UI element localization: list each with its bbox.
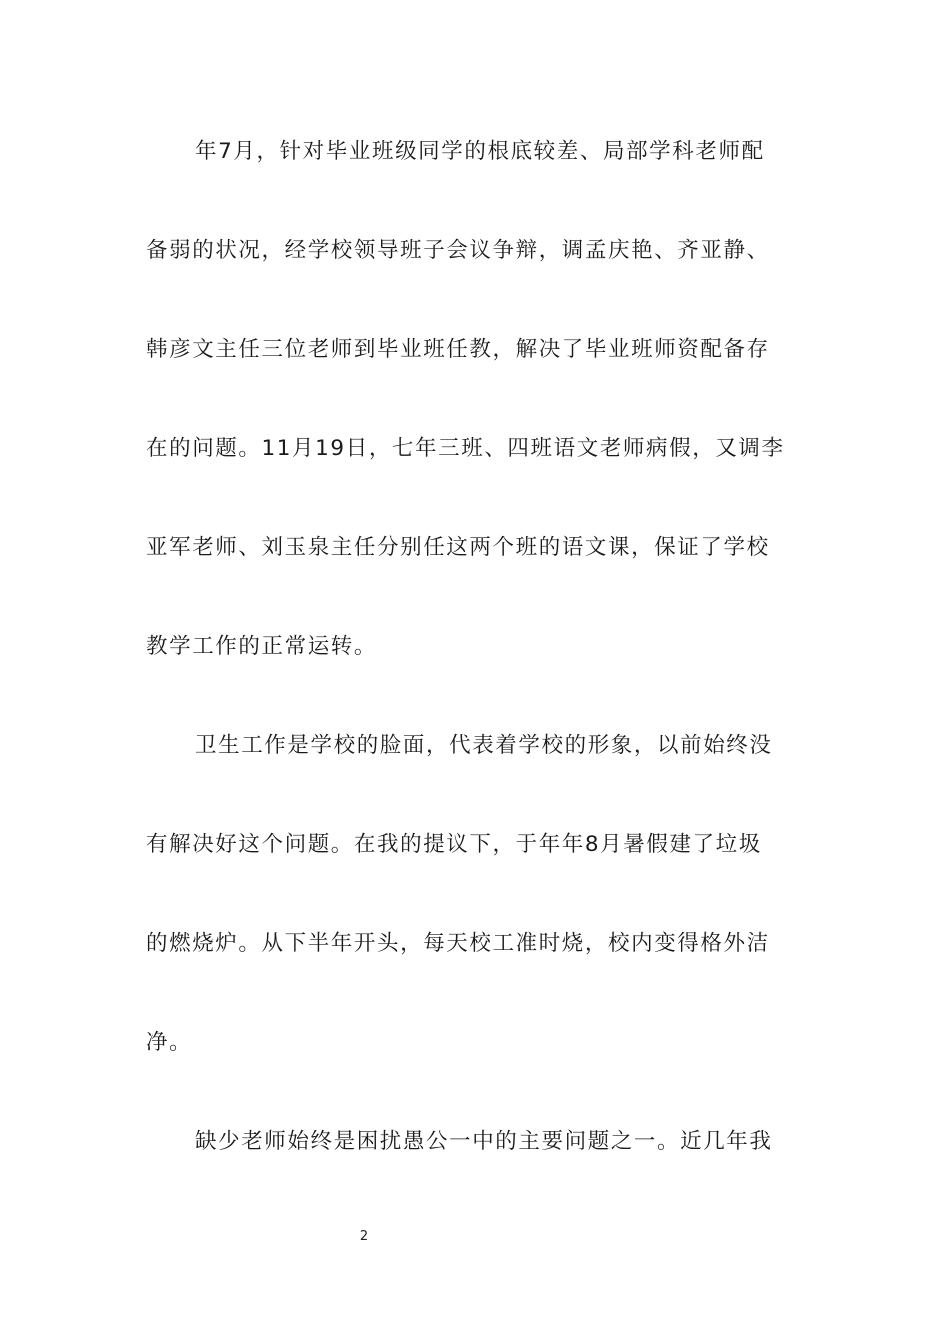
paragraph-1-line-6: 教学工作的正常运转。 bbox=[146, 634, 378, 659]
paragraph-1-line-2: 备弱的状况，经学校领导班子会议争辩，调孟庆艳、齐亚静、 bbox=[146, 238, 770, 263]
paragraph-2-line-1: 卫生工作是学校的脸面，代表着学校的形象，以前始终没 bbox=[195, 733, 773, 758]
paragraph-2-line-4: 净。 bbox=[146, 1030, 193, 1055]
paragraph-1-line-4: 在的问题。11月19日，七年三班、四班语文老师病假，又调李 bbox=[146, 436, 785, 461]
paragraph-2-line-2: 有解决好这个问题。在我的提议下，于年年8月暑假建了垃圾 bbox=[146, 832, 762, 857]
paragraph-1-line-3: 韩彦文主任三位老师到毕业班任教，解决了毕业班师资配备存 bbox=[146, 337, 770, 362]
paragraph-3-line-1: 缺少老师始终是困扰愚公一中的主要问题之一。近几年我 bbox=[195, 1129, 773, 1154]
paragraph-1-line-5: 亚军老师、刘玉泉主任分别任这两个班的语文课，保证了学校 bbox=[146, 535, 770, 560]
paragraph-2-line-3: 的燃烧炉。从下半年开头，每天校工准时烧，校内变得格外洁 bbox=[146, 931, 770, 956]
paragraph-1-line-1: 年7月，针对毕业班级同学的根底较差、局部学科老师配 bbox=[195, 139, 765, 164]
page-number: 2 bbox=[359, 1229, 369, 1244]
